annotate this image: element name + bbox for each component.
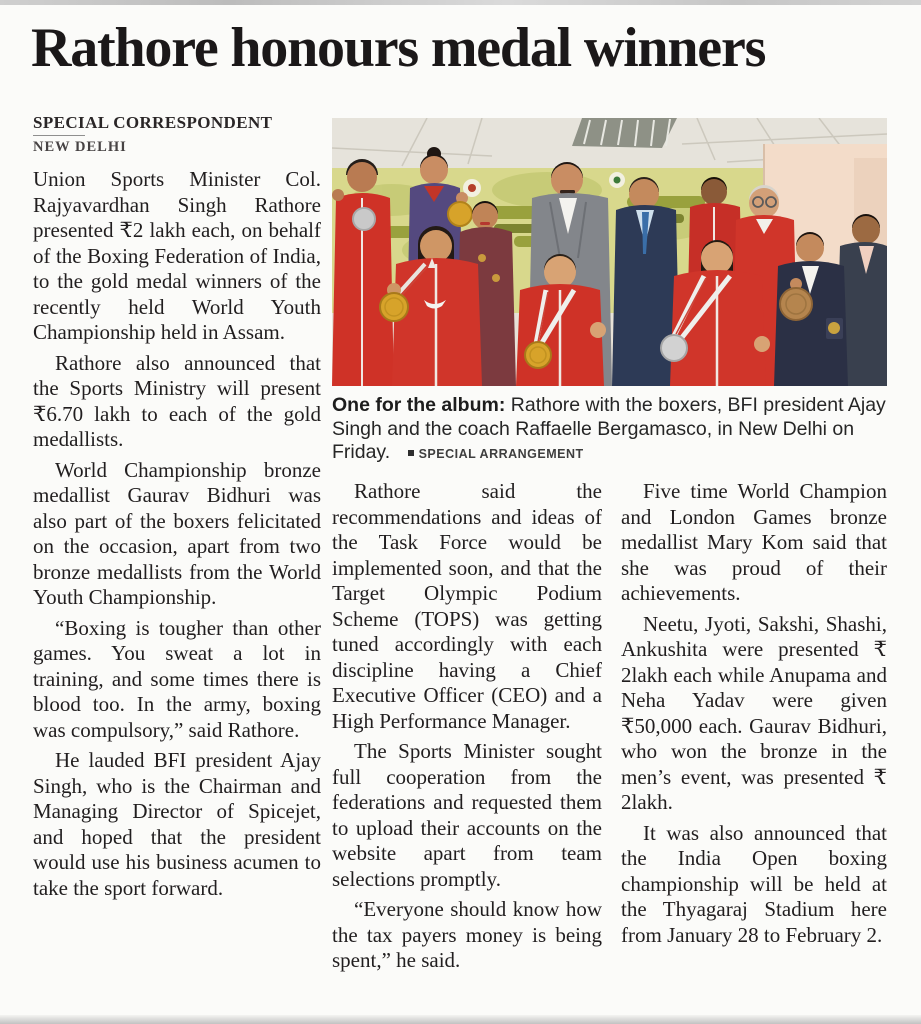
- paragraph: Neetu, Jyoti, Sakshi, Shashi, Ankushita were presented ₹ 2lakh each while Anupama and Neha Yadav were given ₹50,000 each. Gaurav Bidhuri, who won the bronze in the men’s event, was presented ₹ 2lakh.: [621, 611, 887, 814]
- credit-square-icon: [408, 450, 414, 456]
- silver-medal-icon: [661, 335, 687, 361]
- photo-illustration: [332, 118, 887, 386]
- page-bottom-edge: [0, 1015, 921, 1024]
- silver-medal-icon: [353, 208, 375, 230]
- gold-medal-icon: [525, 342, 551, 368]
- paragraph: The Sports Minister sought full cooperation from the federations and requested them to upload their accounts on the website apart from team selections promptly.: [332, 739, 602, 891]
- article-photo: [332, 118, 887, 386]
- paragraph: “Everyone should know how the tax payers money is being spent,” he said.: [332, 897, 602, 972]
- gold-medal-icon: [380, 293, 408, 321]
- photo-credit: [408, 447, 584, 461]
- dateline: NEW DELHI: [33, 139, 127, 155]
- paragraph: Rathore said the recommendations and ideas of the Task Force would be implemented soon, and that the Target Olympic Podium Scheme (TOPS) was getting tuned accordingly with each discipline having a Chief Executive Officer (CEO) and a High Performance Manager.: [332, 479, 602, 733]
- paragraph: World Championship bronze medallist Gaurav Bidhuri was also part of the boxers felicitated on the occasion, apart from two bronze medallists from the World Youth Championship.: [33, 457, 321, 609]
- caption-lead: One for the album:: [332, 394, 506, 416]
- article-headline: Rathore honours medal winners: [31, 17, 766, 79]
- gold-medal-icon: [448, 202, 472, 226]
- paragraph: Rathore also announced that the Sports Ministry will present ₹6.70 lakh to each of the gold medallists.: [33, 350, 321, 451]
- photo-caption: [332, 394, 889, 467]
- credit-text: SPECIAL ARRANGEMENT: [418, 447, 584, 461]
- paragraph: Five time World Champion and London Games bronze medallist Mary Kom said that she was proud of their achievements.: [621, 479, 887, 605]
- column-middle: [332, 479, 602, 979]
- paragraph: “Boxing is tougher than other games. You sweat a lot in training, and some times there is blood too. In the army, boxing was compulsory,” said Rathore.: [33, 615, 321, 742]
- paragraph: He lauded BFI president Ajay Singh, who is the Chairman and Managing Director of Spicejet, and hoped that the president would use his business acumen to take the sport forward.: [33, 748, 321, 900]
- blazer-crest: [828, 322, 840, 334]
- caption-text: Rathore with the boxers, BFI president Ajay Singh and the coach Raffaelle Bergamasco, in New Delhi on Friday.: [332, 394, 886, 463]
- column-right: [621, 479, 887, 953]
- column-left: [33, 167, 321, 906]
- paragraph: It was also announced that the India Open boxing championship will be held at the Thyagaraj Stadium here from January 28 to February 2.: [621, 820, 887, 947]
- byline: SPECIAL CORRESPONDENT: [33, 113, 273, 132]
- page-top-edge: [0, 0, 921, 5]
- paragraph: Union Sports Minister Col. Rajyavardhan Singh Rathore presented ₹2 lakh each, on behalf of the Boxing Federation of India, to the gold medal winners of the recently held World Youth Championship held in Assam.: [33, 167, 321, 344]
- bronze-medal-icon: [780, 288, 812, 320]
